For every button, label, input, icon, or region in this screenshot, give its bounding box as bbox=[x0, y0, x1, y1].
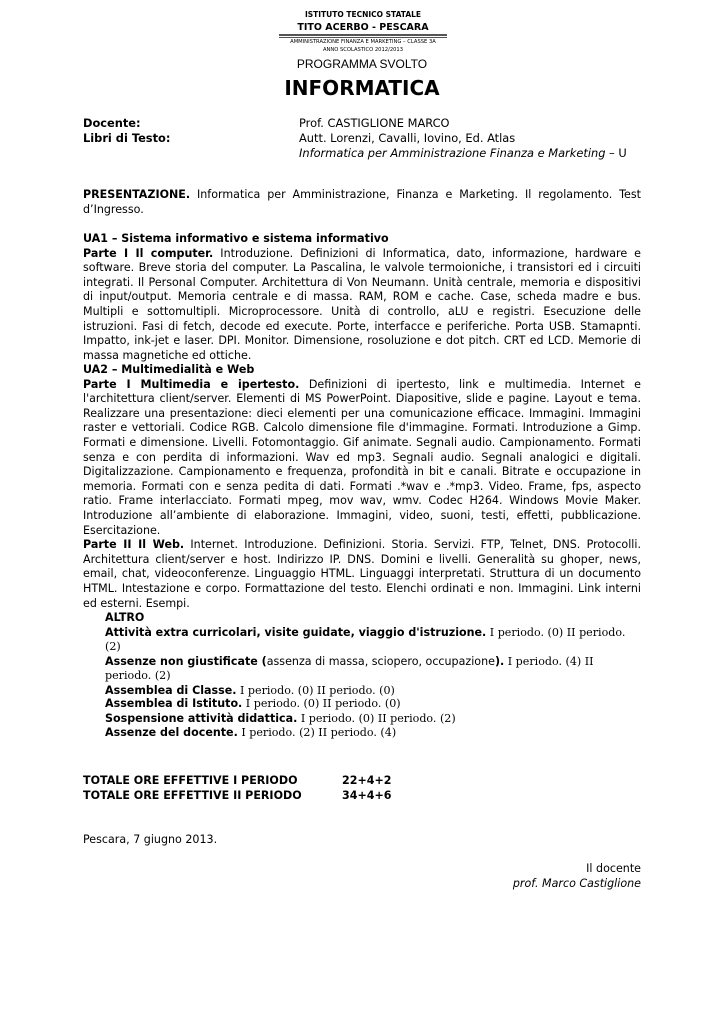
books-suffix: – U bbox=[605, 146, 627, 160]
school-year: ANNO SCOLASTICO 2012/2013 bbox=[322, 47, 404, 53]
ua1-title: UA1 – Sistema informativo e sistema informativo bbox=[83, 232, 389, 245]
total-label-2: TOTALE ORE EFFETTIVE II PERIODO bbox=[83, 789, 302, 802]
altro-teacher-abs-value: I periodo. (2) II periodo. (4) bbox=[237, 726, 397, 740]
ua2-part2-text: Internet. Introduzione. Definizioni. Storia. Servizi. FTP, Telnet, DNS. Protocolli. Architettura client/server e host. Indirizzo IP. DNS. Domini e livelli. Generalità su ghoper, news, email, chat, videoconferenze. Linguaggio HTML. Linguaggi interpretati. Struttura di un documento HTML. Intestazione e corpo. Formattazione del testo. Elenchi ordinati e non. Immagini. Link interni ed esterni. Esempi. bbox=[83, 538, 641, 610]
altro-section bbox=[105, 611, 641, 699]
books-title-line bbox=[299, 146, 627, 161]
altro-class-value: I periodo. (0) II periodo. (0) bbox=[236, 683, 395, 697]
total-label-1: TOTALE ORE EFFETTIVE I PERIODO bbox=[83, 774, 298, 787]
ua2-section bbox=[83, 363, 641, 611]
total-value-2: 34+4+6 bbox=[342, 789, 392, 802]
presentation-text: Informatica per Amministrazione, Finanza e Marketing. Il regolamento. Test d’Ingresso. bbox=[83, 188, 641, 216]
altro-absence-note: assenza di massa, sciopero, occupazione bbox=[266, 654, 495, 668]
ua2-part1-label: Parte I Multimedia e ipertesto. bbox=[83, 377, 300, 391]
altro-teacher-abs bbox=[105, 726, 641, 741]
signature-name: prof. Marco Castiglione bbox=[512, 877, 641, 890]
books-title: Informatica per Amministrazione Finanza e Marketing bbox=[299, 146, 606, 160]
altro-extra-value: I periodo. (0) II periodo. (2) bbox=[105, 625, 626, 654]
altro-susp-value: I periodo. (0) II periodo. (2) bbox=[297, 711, 456, 725]
teacher-name: Prof. CASTIGLIONE MARCO bbox=[299, 116, 450, 130]
altro-absence-close: ). bbox=[494, 654, 505, 668]
altro-title: ALTRO bbox=[105, 611, 145, 624]
presentation-label: PRESENTAZIONE. bbox=[83, 188, 191, 201]
header-rule-thick bbox=[279, 34, 447, 36]
altro-class-label: Assemblea di Classe. bbox=[105, 683, 237, 697]
ua2-part1-text: Definizioni di ipertesto, link e multimedia. Internet e l'architettura client/server. Elementi di MS PowerPoint. Diapositive, slide e pagine. Layout e tema. Realizzare una presentazione: dieci elementi per una comunicazione efficace. Immagini. Immagini raster e vettoriali. Codice RGB. Calcolo dimensione file d'immagine. Formati. Introduzione a Gimp. Formati e dimensione. Livelli. Fotomontaggio. Gif animate. Segnali audio. Campionamento. Formati senza e con perdita di informazioni. Wav ed mp3. Segnali audio. Segnali analogici e digitali. Digitalizzazione. Campionamento e frequenza, profondità in bit e canali. Bitrate e occupazione in memoria. Formati con e senza pedita di dati. Formati .*wav e .*mp3. Video. Frame, fps, aspecto ratio. Frame interlacciato. Formati mpeg, mov wav, wmv. Codec H264. Windows Movie Maker. Introduzione all’ambiente di elaborazione. Immagini, video, suoni, testi, effetti, pubblicazione. Esercitazione. bbox=[83, 377, 641, 537]
ua2-part2-label: Parte II Il Web. bbox=[83, 538, 185, 552]
ua2-title: UA2 – Multimedialità e Web bbox=[83, 363, 255, 376]
course-line: AMMINISTRAZIONE FINANZA E MARKETING – CLASSE 3A bbox=[290, 39, 436, 45]
ua2-part2-paragraph bbox=[83, 538, 641, 611]
altro-section-2 bbox=[105, 697, 641, 741]
subject-title: INFORMATICA bbox=[284, 76, 440, 100]
ua1-section bbox=[83, 232, 641, 363]
altro-extra-label: Attività extra curricolari, visite guidate, viaggio d'istruzione. bbox=[105, 625, 487, 639]
ua1-part1-paragraph bbox=[83, 247, 641, 364]
signature-role: Il docente bbox=[586, 862, 641, 875]
ua2-part1-paragraph bbox=[83, 378, 641, 539]
altro-absence-label: Assenze non giustificate ( bbox=[105, 654, 267, 668]
altro-teacher-abs-label: Assenze del docente. bbox=[105, 726, 238, 740]
altro-inst bbox=[105, 697, 641, 712]
ua1-part1-text: Introduzione. Definizioni di Informatica, dato, informazione, hardware e software. Breve storia del computer. La Pascalina, le valvole termoioniche, i transistori ed i circuiti integrati. Il Personal Computer. Architettura di Von Neumann. Unità centrale, memoria e dispositivi di input/output. Memoria centrale e di massa. RAM, ROM e cache. Case, scheda madre e bus. Multipli e sottomultipli. Microprocessore. Unità di controllo, aLU e registri. Esecuzione delle istruzioni. Fasi di fetch, decode ed execute. Porte, interfacce e periferiche. Porta USB. Stamapnti. Impatto, ink-jet e laser. DPI. Monitor. Dimensione, rosoluzione e dot pitch. CRT ed LCD. Memorie di massa magnetiche ed ottiche. bbox=[83, 246, 641, 362]
total-value-1: 22+4+2 bbox=[342, 774, 392, 787]
place-date: Pescara, 7 giugno 2013. bbox=[83, 833, 218, 846]
altro-susp-label: Sospensione attività didattica. bbox=[105, 711, 298, 725]
altro-inst-label: Assemblea di Istituto. bbox=[105, 697, 243, 710]
altro-inst-value: I periodo. (0) II periodo. (0) bbox=[242, 697, 401, 710]
altro-absence bbox=[105, 655, 641, 684]
altro-absence-value: I periodo. (4) II periodo. (2) bbox=[105, 654, 594, 683]
altro-extra bbox=[105, 626, 641, 655]
teacher-label: Docente: bbox=[83, 116, 141, 130]
program-label: PROGRAMMA SVOLTO bbox=[296, 57, 428, 71]
altro-susp bbox=[105, 712, 641, 727]
books-label: Libri di Testo: bbox=[83, 131, 171, 145]
school-name: TITO ACERBO - PESCARA bbox=[297, 22, 429, 33]
books-authors: Autt. Lorenzi, Cavalli, Iovino, Ed. Atlas bbox=[299, 131, 516, 145]
presentation-section bbox=[83, 188, 641, 217]
ua1-part1-label: Parte I Il computer. bbox=[83, 246, 214, 260]
presentation-paragraph bbox=[83, 188, 641, 217]
institute-name: ISTITUTO TECNICO STATALE bbox=[304, 10, 422, 19]
